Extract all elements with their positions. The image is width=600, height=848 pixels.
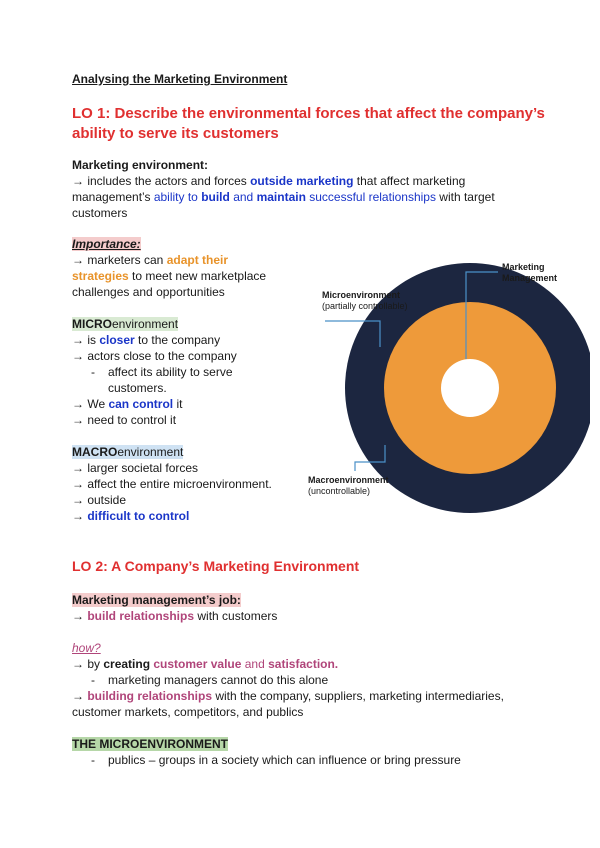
lo1-line1: LO 1: Describe the environmental forces that affect the company’s: [72, 105, 545, 122]
how-heading: how?: [72, 641, 101, 655]
importance-line2: strategies to meet new marketplace: [72, 269, 267, 283]
job-line1: → build relationships with customers: [72, 609, 278, 623]
how-line3: → building relationships with the company, suppliers, marketing intermediaries,: [72, 689, 504, 703]
micro-line2: → actors close to the company: [72, 349, 237, 363]
how-line2-dash: -: [91, 673, 95, 687]
microenv-line1-dash: -: [91, 753, 95, 767]
micro-line3: affect its ability to serve: [108, 365, 233, 379]
label-marketing-management: Marketing Management: [502, 262, 558, 283]
microenvironment-section-heading: THE MICROENVIRONMENT: [72, 737, 228, 751]
environment-diagram: [300, 255, 590, 515]
macro-line3: → outside: [72, 493, 127, 507]
marketing-env-line1: → includes the actors and forces outside marketing that affect marketing: [72, 174, 466, 188]
importance-heading: Importance:: [72, 237, 141, 251]
micro-heading: MICROenvironment: [72, 317, 179, 331]
macro-line2: → affect the entire microenvironment.: [72, 477, 272, 491]
marketing-env-line3: customers: [72, 206, 128, 220]
importance-line1: → marketers can adapt their: [72, 253, 229, 267]
micro-line5: → We can control it: [72, 397, 183, 411]
macro-line1: → larger societal forces: [72, 461, 199, 475]
importance-line3: challenges and opportunities: [72, 285, 225, 299]
micro-line1: → is closer to the company: [72, 333, 221, 347]
lo1-heading: [72, 104, 545, 144]
label-microenvironment: Microenvironment (partially controllable): [322, 290, 408, 311]
lo1-line2: ability to serve its customers: [72, 125, 279, 142]
label-macroenvironment: Macroenvironment (uncontrollable): [308, 475, 389, 496]
micro-line6: → need to control it: [72, 413, 177, 427]
management-core: [441, 359, 499, 417]
how-line2: marketing managers cannot do this alone: [108, 673, 329, 687]
how-line1: → by creating customer value and satisfaction.: [72, 657, 339, 671]
microenv-line1: publics – groups in a society which can influence or bring pressure: [108, 753, 461, 767]
document-title: Analysing the Marketing Environment: [72, 72, 288, 86]
how-line4: customer markets, competitors, and publics: [72, 705, 304, 719]
macro-heading: MACROenvironment: [72, 445, 184, 459]
macro-line4: → difficult to control: [72, 509, 190, 523]
marketing-env-heading: Marketing environment:: [72, 158, 209, 172]
marketing-env-line2: management’s ability to build and maintain successful relationships with target: [72, 190, 495, 204]
job-heading: Marketing management’s job:: [72, 593, 241, 607]
micro-line4: customers.: [108, 381, 167, 395]
lo2-heading: LO 2: A Company’s Marketing Environment: [72, 558, 360, 574]
micro-line3-dash: -: [91, 365, 95, 379]
